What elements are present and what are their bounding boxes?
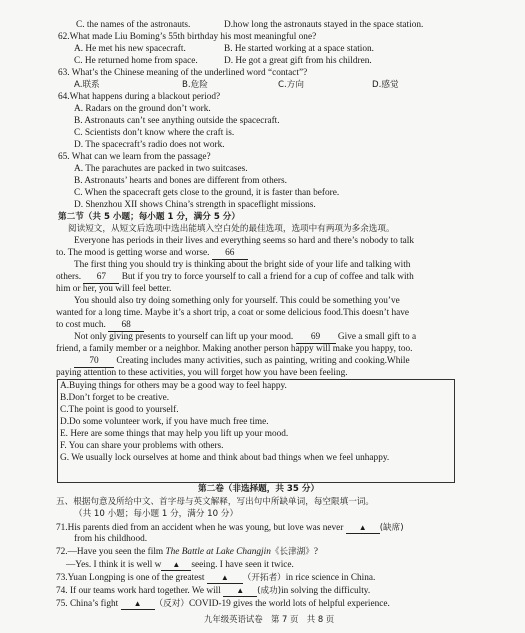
option-g: G. We usually lock ourselves at home and think about bad things when we feel unhappy. (60, 453, 390, 463)
q62-stem: 62.What made Liu Boming’s 55th birthday his most meaningful one? (58, 32, 317, 42)
section2-title: 第二节（共 5 小题；每小题 1 分，满分 5 分） (58, 212, 240, 222)
q72-line2: —Yes. I think it is well w ▲ seeing. I have seen it twice. (66, 560, 294, 570)
blank-70[interactable]: 70 (74, 356, 114, 368)
q74-answer-blank[interactable]: ▲ (223, 585, 257, 597)
page-footer: 九年级英语试卷 第 7 页 共 8 页 (204, 614, 335, 624)
q73-answer-blank[interactable]: ▲ (207, 572, 243, 584)
q63-option-c: C.方向 (278, 80, 304, 90)
q65-option-d: D. Shenzhou XII shows China’s strength in spaceflight missions. (74, 200, 316, 210)
q72-line1: 72.—Have you seen the film The Battle at Lake Changjin《长津湖》? (56, 547, 318, 557)
q75-answer-blank[interactable]: ▲ (121, 598, 155, 610)
passage-p2-line1: The first thing you should try is thinking about the bright side of your life and talking with (74, 260, 411, 270)
q62-option-d: D. He got a great gift from his children. (224, 56, 372, 66)
q64-option-c: C. Scientists don’t know where the craft is. (74, 128, 235, 138)
blank-67[interactable]: 67 (83, 272, 119, 284)
q62-option-a: A. He met his new spacecraft. (74, 44, 186, 54)
passage-p1-line2: to. The mood is getting worse and worse. 66 (56, 248, 248, 260)
option-d: D.Do some volunteer work, if you have much free time. (60, 417, 269, 427)
q64-option-b: B. Astronauts can’t see anything outside the spacecraft. (74, 116, 280, 126)
q64-stem: 64.What happens during a blackout period? (58, 92, 221, 102)
q62-option-c: C. He returned home from space. (74, 56, 198, 66)
q62-option-b: B. He started working at a space station. (224, 44, 374, 54)
option-e: E. Here are some things that may help you lift up your mood. (60, 429, 289, 439)
passage-p5-line2: paying attention to these activities, you will forget how you have been feeling. (56, 368, 348, 378)
passage-p4-line2: friend, a family member or a neighbor. Making another person happy will make you happy, too. (56, 344, 413, 354)
section5-title: 五、根据句意及所给中文、首字母与英文解释，写出句中所缺单词，每空限填一词。 (56, 497, 374, 507)
option-c: C.The point is good to yourself. (60, 405, 179, 415)
q63-stem: 63. What’s the Chinese meaning of the underlined word “contact”? (58, 68, 308, 78)
part2-title: 第二卷（非选择题，共 35 分） (198, 484, 320, 494)
blank-69[interactable]: 69 (296, 332, 336, 344)
q63-option-d: D.感觉 (372, 80, 399, 90)
passage-p3-line2: wanted for a long time. Maybe it’s a short trip, a coat or some delicious food.This doesn’t have (56, 308, 410, 318)
section5-scoring: （共 10 小题；每小题 1 分，满分 10 分） (74, 509, 239, 519)
passage-p2-line2: others. 67 But if you try to force yourself to call a friend for a cup of coffee and talk with (56, 272, 414, 284)
q74-line: 74. If our teams work hard together. We will ▲ (成功)in solving the difficulty. (56, 586, 371, 596)
blank-66[interactable]: 66 (212, 248, 248, 260)
passage-p4-line1: Not only giving presents to yourself can lift up your mood. 69 Give a small gift to a (74, 332, 416, 344)
q65-stem: 65. What can we learn from the passage? (58, 152, 211, 162)
q65-option-a: A. The parachutes are packed in two suitcases. (74, 164, 248, 174)
q71-line1: 71.His parents died from an accident when he was young, but love was never ▲ (缺席) (56, 523, 404, 533)
q64-option-d: D. The spacecraft’s radio does not work. (74, 140, 225, 150)
option-b: B.Don’t forget to be creative. (60, 393, 170, 403)
q64-option-a: A. Radars on the ground don’t work. (74, 104, 211, 114)
passage-p1-line1: Everyone has periods in their lives and everything seems so hard and there’s nobody to talk (74, 236, 415, 246)
passage-p3-line1: You should also try doing something only for yourself. This could be something you’ve (74, 296, 400, 306)
q65-option-b: B. Astronauts’ hearts and bones are different from others. (74, 176, 287, 186)
q72-answer-blank[interactable]: ▲ (161, 559, 191, 571)
q63-option-a: A.联系 (74, 80, 100, 90)
blank-68[interactable]: 68 (108, 320, 144, 332)
option-a: A.Buying things for others may be a good way to feel happy. (60, 381, 287, 391)
passage-p3-line3: to cost much. 68 (56, 320, 144, 332)
q73-line: 73.Yuan Longping is one of the greatest ▲ （开拓者）in rice science in China. (56, 573, 376, 583)
q71-line2: from his childhood. (74, 534, 148, 544)
q71-answer-blank[interactable]: ▲ (346, 522, 380, 534)
section2-instructions: 阅读短文，从短文后选项中选出能填入空白处的最佳选项，选项中有两项为多余选项。 (68, 224, 395, 234)
q61-option-c: C. the names of the astronauts. (76, 20, 191, 30)
q75-line: 75. China’s fight ▲ （反对）COVID-19 gives the world lots of helpful experience. (56, 599, 390, 609)
passage-p5-line1: 70 Creating includes many activities, such as painting, writing and cooking.While (74, 356, 410, 368)
q65-option-c: C. When the spacecraft gets close to the ground, it is faster than before. (74, 188, 340, 198)
option-f: F. You can share your problems with others. (60, 441, 224, 451)
passage-p2-line3: him or her, you will feel better. (56, 284, 172, 294)
q61-option-d: D.how long the astronauts stayed in the space station. (224, 20, 424, 30)
q63-option-b: B.危险 (182, 80, 208, 90)
